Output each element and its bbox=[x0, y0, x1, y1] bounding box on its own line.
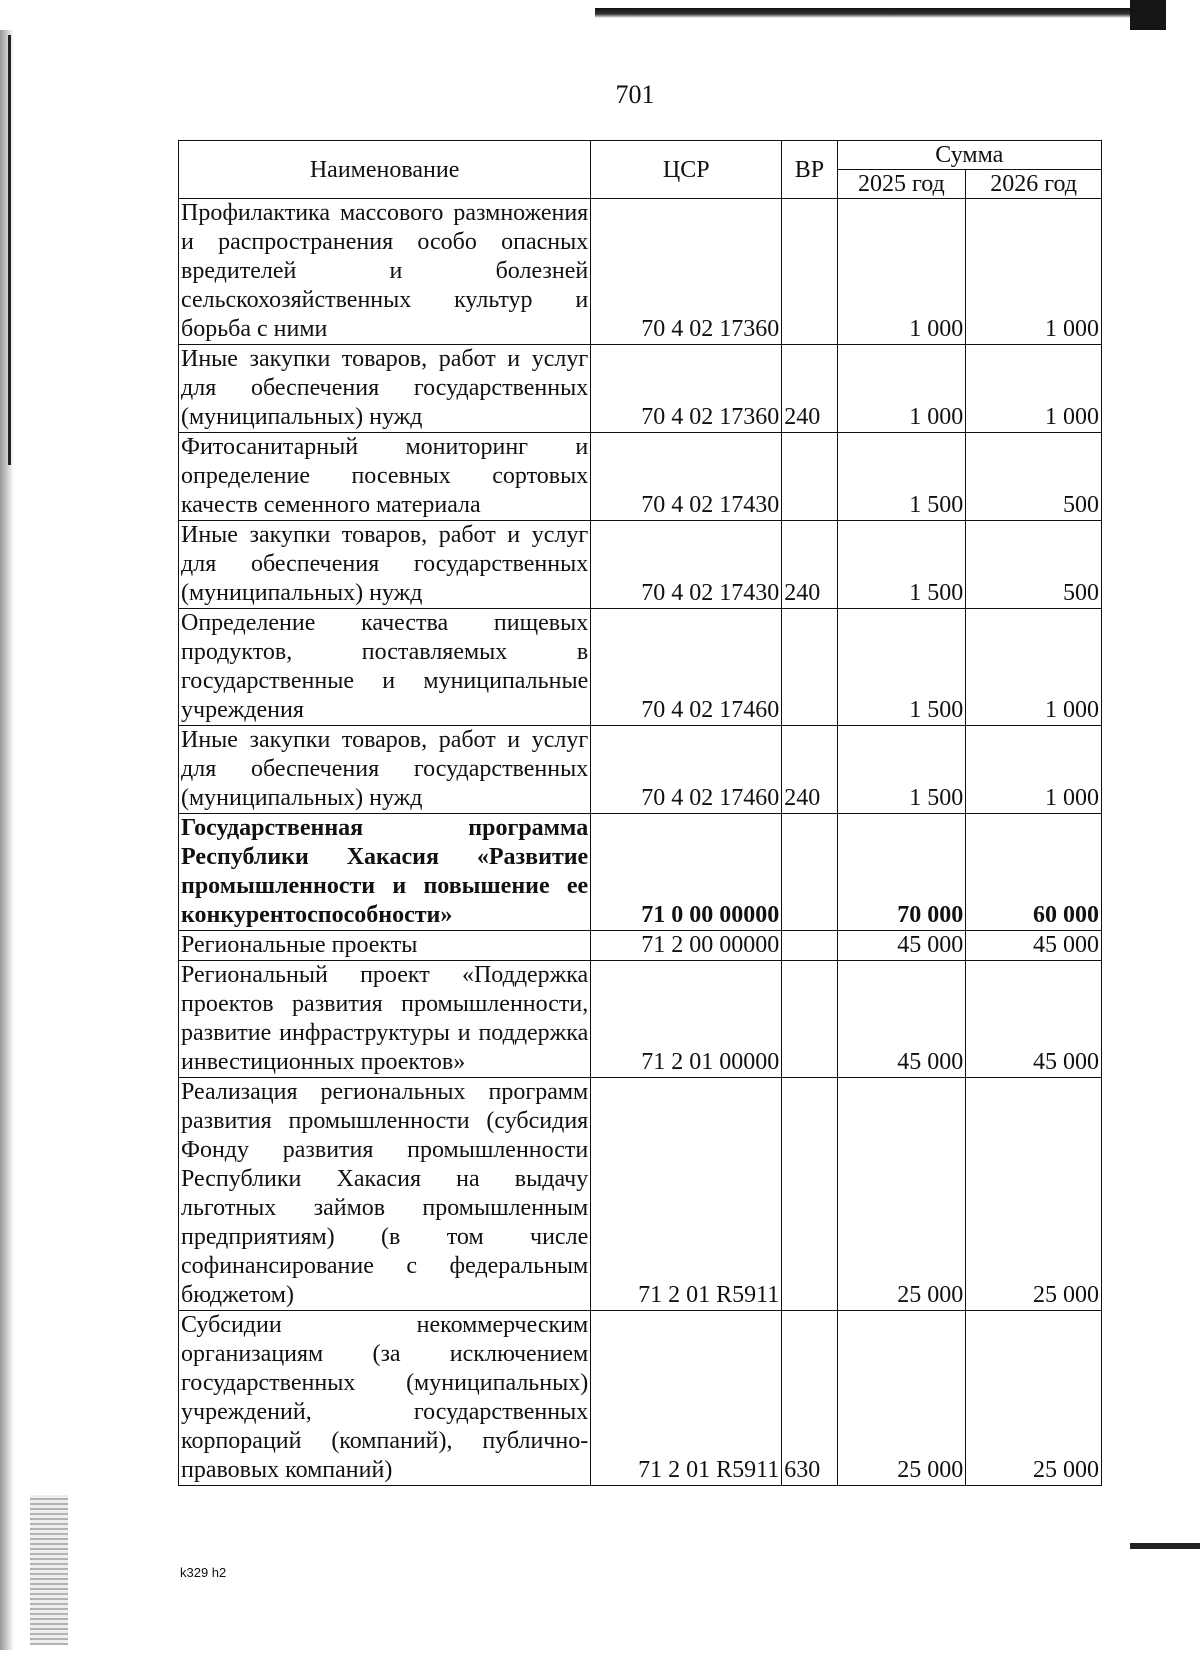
row-name: Иные закупки товаров, работ и услуг для обеспечения государственных (муниципальных) нужд bbox=[179, 521, 591, 609]
row-vr: 240 bbox=[782, 726, 837, 814]
table-row bbox=[179, 1311, 1102, 1486]
row-name: Субсидии некоммерческим организациям (за исключением государственных (муниципальных) учреждений, государственных корпораций (компаний), публично-правовых компаний) bbox=[179, 1311, 591, 1486]
row-name: Фитосанитарный мониторинг и определение посевных сортовых качеств семенного материала bbox=[179, 433, 591, 521]
row-csr: 70 4 02 17430 bbox=[591, 433, 782, 521]
document-code: k329 h2 bbox=[180, 1565, 227, 1580]
budget-table bbox=[178, 140, 1102, 1486]
row-sum-2026: 60 000 bbox=[966, 814, 1102, 931]
table-header-row bbox=[179, 141, 1102, 170]
table-row bbox=[179, 814, 1102, 931]
table-row bbox=[179, 1078, 1102, 1311]
table-row bbox=[179, 931, 1102, 961]
row-csr: 70 4 02 17360 bbox=[591, 345, 782, 433]
row-sum-2025: 25 000 bbox=[837, 1078, 966, 1311]
row-sum-2026: 1 000 bbox=[966, 726, 1102, 814]
table-row bbox=[179, 433, 1102, 521]
row-csr: 71 0 00 00000 bbox=[591, 814, 782, 931]
row-vr bbox=[782, 199, 837, 345]
row-sum-2026: 1 000 bbox=[966, 345, 1102, 433]
row-name: Государственная программа Республики Хакасия «Развитие промышленности и повышение ее конкурентоспособности» bbox=[179, 814, 591, 931]
row-sum-2026: 500 bbox=[966, 521, 1102, 609]
row-sum-2026: 1 000 bbox=[966, 199, 1102, 345]
row-sum-2026: 45 000 bbox=[966, 961, 1102, 1078]
table-row bbox=[179, 609, 1102, 726]
table-row bbox=[179, 521, 1102, 609]
table-row bbox=[179, 199, 1102, 345]
row-csr: 70 4 02 17460 bbox=[591, 726, 782, 814]
row-sum-2026: 45 000 bbox=[966, 931, 1102, 961]
row-sum-2025: 1 500 bbox=[837, 726, 966, 814]
scan-corner-mark bbox=[1130, 0, 1166, 30]
row-name: Профилактика массового размножения и распространения особо опасных вредителей и болезней сельскохозяйственных культур и борьба с ними bbox=[179, 199, 591, 345]
table-row bbox=[179, 961, 1102, 1078]
header-csr: ЦСР bbox=[591, 141, 782, 199]
scan-edge-shadow-top bbox=[595, 8, 1165, 18]
row-vr: 240 bbox=[782, 521, 837, 609]
row-name: Определение качества пищевых продуктов, поставляемых в государственные и муниципальные учреждения bbox=[179, 609, 591, 726]
header-vr: ВР bbox=[782, 141, 837, 199]
row-sum-2025: 1 000 bbox=[837, 345, 966, 433]
row-vr: 240 bbox=[782, 345, 837, 433]
row-csr: 71 2 01 00000 bbox=[591, 961, 782, 1078]
row-vr bbox=[782, 961, 837, 1078]
row-sum-2025: 45 000 bbox=[837, 961, 966, 1078]
row-vr bbox=[782, 814, 837, 931]
header-name: Наименование bbox=[179, 141, 591, 199]
row-vr bbox=[782, 433, 837, 521]
header-year-2025: 2025 год bbox=[837, 170, 966, 199]
page-number: 701 bbox=[615, 80, 655, 109]
row-sum-2026: 1 000 bbox=[966, 609, 1102, 726]
row-sum-2025: 70 000 bbox=[837, 814, 966, 931]
scan-edge-shadow-left bbox=[0, 30, 14, 1650]
row-csr: 70 4 02 17460 bbox=[591, 609, 782, 726]
row-sum-2025: 1 500 bbox=[837, 433, 966, 521]
row-name: Реализация региональных программ развития промышленности (субсидия Фонду развития промышленности Республики Хакасия на выдачу льготных займов промышленным предприятиям) (в том числе софинансирование с федеральным бюджетом) bbox=[179, 1078, 591, 1311]
row-sum-2026: 25 000 bbox=[966, 1078, 1102, 1311]
header-sum: Сумма bbox=[837, 141, 1101, 170]
row-sum-2025: 25 000 bbox=[837, 1311, 966, 1486]
row-csr: 71 2 01 R5911 bbox=[591, 1311, 782, 1486]
row-sum-2025: 1 500 bbox=[837, 521, 966, 609]
row-name: Региональные проекты bbox=[179, 931, 591, 961]
row-sum-2025: 1 500 bbox=[837, 609, 966, 726]
row-vr bbox=[782, 931, 837, 961]
scan-edge-mark-bottom bbox=[1130, 1543, 1200, 1549]
header-year-2026: 2026 год bbox=[966, 170, 1102, 199]
row-csr: 71 2 01 R5911 bbox=[591, 1078, 782, 1311]
table-row bbox=[179, 345, 1102, 433]
row-sum-2025: 1 000 bbox=[837, 199, 966, 345]
row-name: Иные закупки товаров, работ и услуг для обеспечения государственных (муниципальных) нужд bbox=[179, 726, 591, 814]
scan-noise-left bbox=[30, 1495, 68, 1645]
row-name: Иные закупки товаров, работ и услуг для обеспечения государственных (муниципальных) нужд bbox=[179, 345, 591, 433]
table-row bbox=[179, 726, 1102, 814]
row-sum-2026: 25 000 bbox=[966, 1311, 1102, 1486]
row-vr bbox=[782, 1078, 837, 1311]
row-vr: 630 bbox=[782, 1311, 837, 1486]
row-csr: 70 4 02 17360 bbox=[591, 199, 782, 345]
row-sum-2026: 500 bbox=[966, 433, 1102, 521]
row-csr: 71 2 00 00000 bbox=[591, 931, 782, 961]
row-sum-2025: 45 000 bbox=[837, 931, 966, 961]
row-vr bbox=[782, 609, 837, 726]
row-csr: 70 4 02 17430 bbox=[591, 521, 782, 609]
row-name: Региональный проект «Поддержка проектов развития промышленности, развитие инфраструктуры и поддержка инвестиционных проектов» bbox=[179, 961, 591, 1078]
